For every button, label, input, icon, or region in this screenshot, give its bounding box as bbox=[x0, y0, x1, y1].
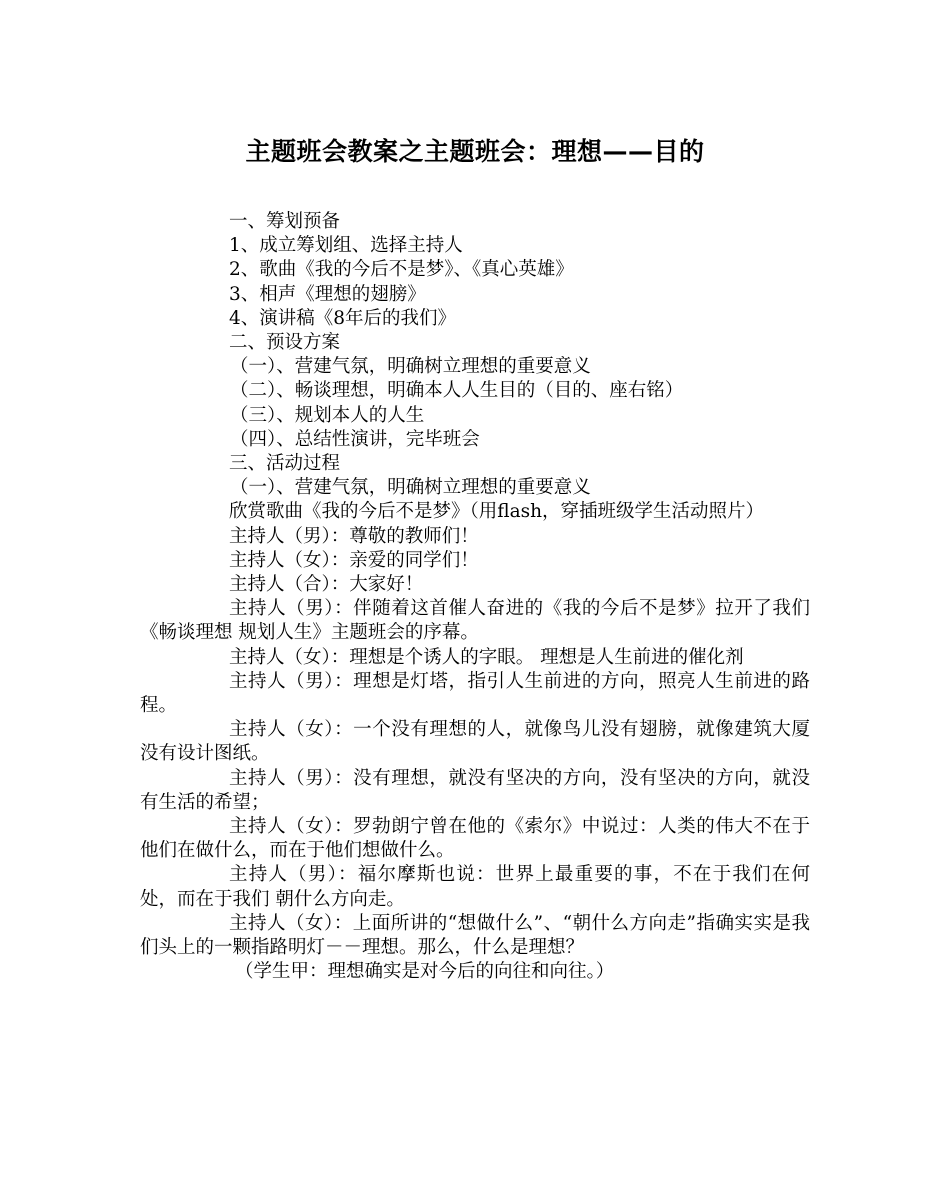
body-paragraph: 主持人（男）：伴随着这首催人奋进的《我的今后不是梦》拉开了我们《畅谈理想 规划人生》主题班会的序幕。 bbox=[140, 598, 810, 644]
body-subsection-line: （二）、畅谈理想，明确本人人生目的（目的、座右铭） bbox=[230, 380, 684, 402]
body-line: 三、活动过程 bbox=[229, 453, 341, 475]
body-paragraph: 主持人（男）：福尔摩斯也说：世界上最重要的事，不在于我们在何处，而在于我们 朝什么方向走。 bbox=[140, 864, 810, 910]
body-subsection-line: （四）、总结性演讲，完毕班会 bbox=[230, 428, 480, 450]
body-paragraph: 欣赏歌曲《我的今后不是梦》（用flash，穿插班级学生活动照片） bbox=[229, 501, 765, 523]
body-line: 主持人（男）：尊敬的教师们！ bbox=[229, 525, 479, 547]
body-paragraph: 主持人（男）：没有理想，就没有坚决的方向，没有坚决的方向，就没有生活的希望； bbox=[140, 767, 810, 813]
body-paragraph: 主持人（男）：理想是灯塔，指引人生前进的方向，照亮人生前进的路程。 bbox=[140, 670, 810, 717]
document-body bbox=[140, 210, 810, 985]
document-title: 主题班会教案之主题班会：理想——目的 bbox=[245, 137, 705, 166]
body-line: 2、歌曲《我的今后不是梦》、《真心英雄》 bbox=[229, 259, 574, 281]
body-quote-line: （学生甲：理想确实是对今后的向往和向往。） bbox=[235, 961, 615, 983]
body-paragraph: 主持人（女）：上面所讲的“想做什么”、“朝什么方向走”指确实实是我们头上的一颗指路明灯－－理想。那么，什么是理想？ bbox=[140, 912, 810, 959]
body-line: 二、预设方案 bbox=[229, 332, 341, 354]
body-line: 主持人（女）：亲爱的同学们！ bbox=[229, 549, 479, 571]
body-paragraph: 主持人（女）：理想是个诱人的字眼。 理想是人生前进的催化剂 bbox=[229, 646, 744, 668]
body-subsection-line: （一）、营建气氛，明确树立理想的重要意义 bbox=[230, 477, 591, 499]
body-subsection-line: （三）、规划本人的人生 bbox=[230, 404, 425, 426]
body-line: 主持人（合）：大家好！ bbox=[229, 574, 424, 596]
body-line: 4、演讲稿《8年后的我们》 bbox=[229, 307, 457, 329]
body-paragraph: 主持人（女）：一个没有理想的人，就像鸟儿没有翅膀，就像建筑大厦没有设计图纸。 bbox=[140, 719, 810, 765]
body-line: 3、相声《理想的翅膀》 bbox=[229, 283, 426, 305]
body-line: 一、筹划预备 bbox=[229, 211, 341, 232]
body-line: 1、成立筹划组、选择主持人 bbox=[229, 235, 463, 257]
body-subsection-line: （一）、营建气氛，明确树立理想的重要意义 bbox=[230, 356, 591, 378]
body-paragraph: 主持人（女）：罗勃朗宁曾在他的《索尔》中说过：人类的伟大不在于他们在做什么，而在于他们想做什么。 bbox=[140, 816, 810, 862]
